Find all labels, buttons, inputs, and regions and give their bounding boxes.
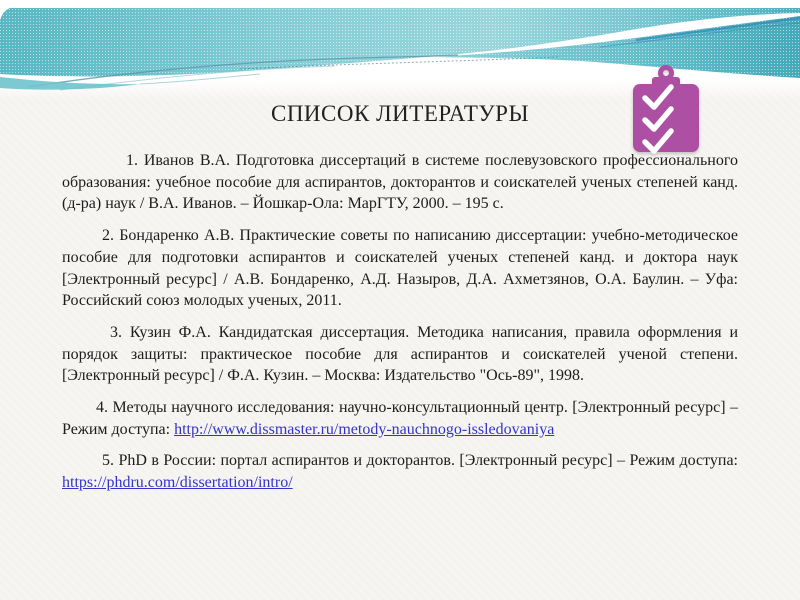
reference-link-phdru[interactable]: https://phdru.com/dissertation/intro/ <box>62 474 293 492</box>
reference-link-dissmaster[interactable]: http://www.dissmaster.ru/metody-nauchnogo-issledovaniya <box>174 420 555 438</box>
reference-item-3 <box>62 322 738 387</box>
reference-text: 3. Кузин Ф.А. Кандидатская диссертация. Методика написания, правила оформления и порядок защиты: практическое пособие для аспирантов и соискателей ученой степени. [Электронный ресурс] / Ф.А. Кузин. – Москва: Издательство "Ось-89", 1998. <box>62 323 738 385</box>
reference-text: 1. Иванов В.А. Подготовка диссертаций в системе послевузовского профессионального образования: учебное пособие для аспирантов, докторантов и соискателей ученых степеней канд. (д-ра) наук / В.А. Иванов. – Йошкар-Ола: МарГТУ, 2000. – 195 с. <box>62 152 738 213</box>
slide-title: СПИСОК ЛИТЕРАТУРЫ <box>270 101 530 126</box>
clipboard-clip-ring <box>661 68 672 79</box>
reference-text: 4. Методы научного исследования: научно-консультационный центр. [Электронный ресурс] – Режим доступа: <box>62 399 738 438</box>
reference-item-5 <box>62 450 738 493</box>
reference-item-4 <box>62 397 738 440</box>
reference-text: 2. Бондаренко А.В. Практические советы по написанию диссертации: учебно-методическое пособие для подготовки аспирантов и соискателей ученых степеней канд. и доктора наук [Электронный ресурс] / А.В. Бондаренко, А.Д. Назыров, Д.А. Ахметзянов, О.А. Баулин. – Уфа: Российский союз молодых ученых, 2011. <box>62 227 738 310</box>
references-list <box>62 150 738 504</box>
reference-text: 5. PhD в России: портал аспирантов и докторантов. [Электронный ресурс] – Режим доступа: <box>102 452 738 470</box>
reference-item-2 <box>62 225 738 312</box>
reference-item-1 <box>62 150 738 215</box>
